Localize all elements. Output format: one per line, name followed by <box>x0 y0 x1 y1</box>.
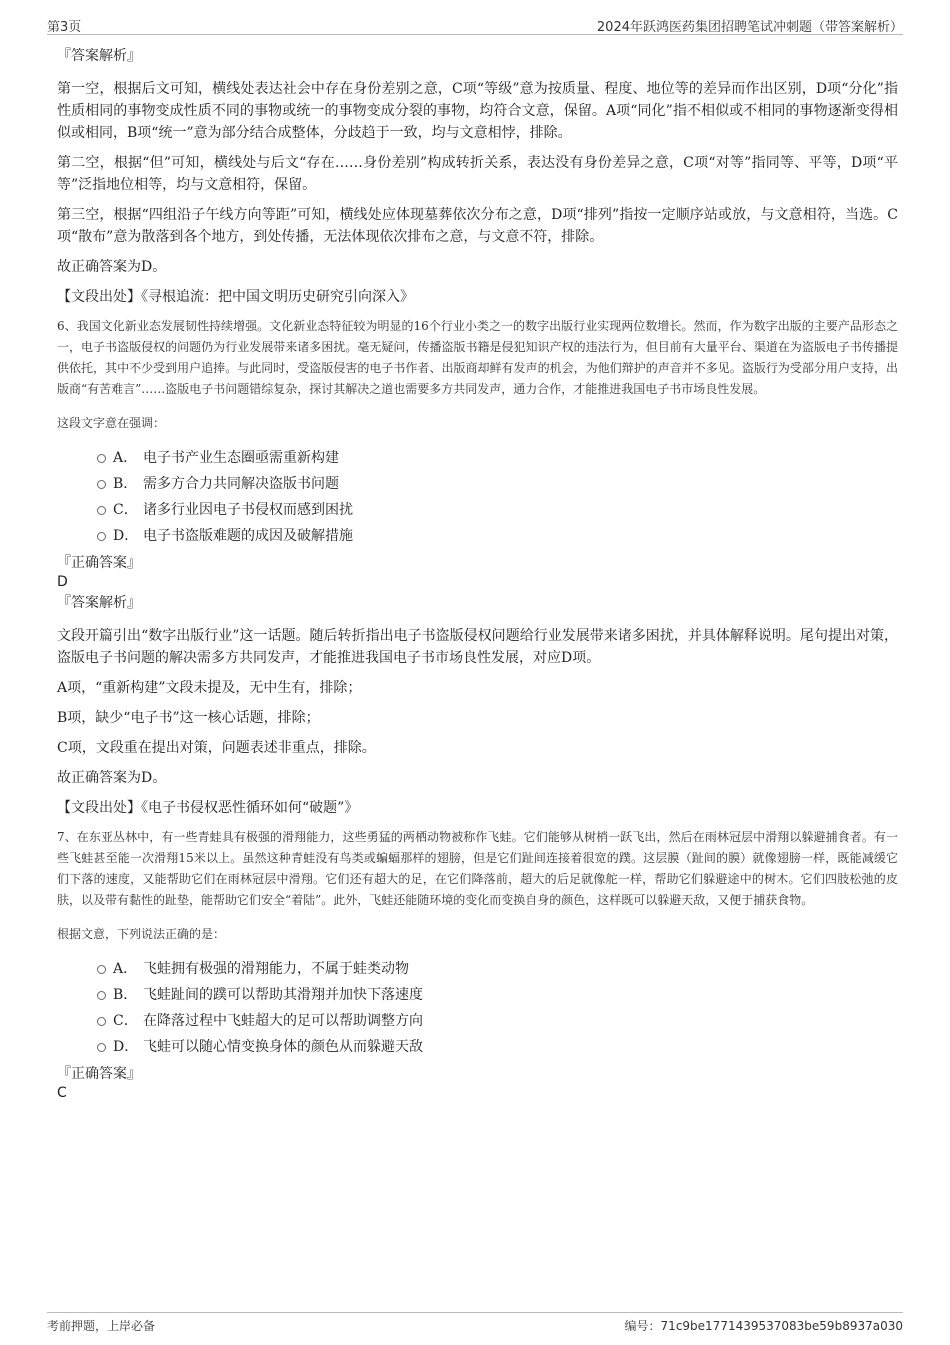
radio-icon[interactable] <box>97 965 106 974</box>
option-letter: D． <box>113 1039 139 1055</box>
option-text: 需多方合力共同解决盗版书问题 <box>143 476 339 492</box>
q7-option-c[interactable] <box>57 1008 898 1034</box>
q5-analysis-para-2: 第二空，根据“但”可知，横线处与后文“存在……身份差别”构成转折关系，表达没有身份差异之意，C项“对等”指同等、平等，D项“平等”泛指地位相等，均与文意相符，保留。 <box>57 155 898 193</box>
q6-option-a[interactable] <box>57 445 898 471</box>
q7-option-a[interactable] <box>57 956 898 982</box>
q6-analysis-para-3: B项，缺少“电子书”这一核心话题，排除； <box>57 710 320 726</box>
q7-option-d[interactable] <box>57 1034 898 1060</box>
q5-analysis-label: 『答案解析』 <box>57 48 141 64</box>
q6-question: 这段文字意在强调： <box>57 416 166 430</box>
q6-option-b[interactable] <box>57 471 898 497</box>
option-letter: A． <box>113 961 138 977</box>
page-header <box>47 14 903 35</box>
q6-answer: D <box>57 574 68 590</box>
q7-options <box>57 956 898 1060</box>
q6-option-c[interactable] <box>57 497 898 523</box>
q6-analysis-para-2: A项，“重新构建”文段未提及，无中生有，排除； <box>57 680 362 696</box>
q6-conclusion: 故正确答案为D。 <box>57 770 167 786</box>
q7-stem: 7、在东亚丛林中，有一些青蛙具有极强的滑翔能力，这些勇猛的两栖动物被称作飞蛙。它们能够从树梢一跃飞出，然后在雨林冠层中滑翔以躲避捕食者。有一些飞蛙甚至能一次滑翔15米以上。虽然这种青蛙没有鸟类或蝙蝠那样的翅膀，但是它们趾间连接着很宽的蹼。这层膜（趾间的膜）就像翅膀一样，既能减缓它们下落的速度，又能帮助它们在雨林冠层中滑翔。它们还有超大的足，在它们降落前，超大的后足就像舵一样，帮助它们躲避途中的树木。它们四肢松弛的皮肤，以及带有黏性的趾垫，能帮助它们安全“着陆”。此外，飞蛙还能随环境的变化而变换自身的颜色，这样既可以躲避天敌，又便于捕获食物。 <box>57 830 898 907</box>
q5-analysis-para-1: 第一空，根据后文可知，横线处表达社会中存在身份差别之意，C项“等级”意为按质量、程度、地位等的差异而作出区别，D项“分化”指性质相同的事物变成性质不同的事物或统一的事物变成分裂的事物，均符合文意，保留。A项“同化”指不相似或不相同的事物逐渐变得相似或相同，B项“统一”意为部分结合成整体，分歧趋于一致，均与文意相悖，排除。 <box>57 81 898 141</box>
q7-answer: C <box>57 1085 67 1101</box>
option-letter: C． <box>113 502 138 518</box>
radio-icon[interactable] <box>97 506 106 515</box>
option-letter: A． <box>113 450 138 466</box>
document-title: 2024年跃鸿医药集团招聘笔试冲刺题（带答案解析） <box>596 20 903 35</box>
q6-analysis-para-4: C项，文段重在提出对策，问题表述非重点，排除。 <box>57 740 376 756</box>
q5-analysis-para-3: 第三空，根据“四组沿子午线方向等距”可知，横线处应体现墓葬依次分布之意，D项“排列”指按一定顺序站或放，与文意相符，当选。C项“散布”意为散落到各个地方，到处传播，无法体现依次排布之意，与文意不符，排除。 <box>57 207 898 245</box>
q6-answer-label: 『正确答案』 <box>57 555 141 571</box>
page-content <box>57 46 898 1102</box>
radio-icon[interactable] <box>97 480 106 489</box>
radio-icon[interactable] <box>97 991 106 1000</box>
option-letter: C． <box>113 1013 138 1029</box>
option-text: 电子书盗版难题的成因及破解措施 <box>143 528 353 544</box>
document-id: 编号：71c9be1771439537083be59b8937a030 <box>624 1319 903 1333</box>
option-letter: B． <box>113 476 138 492</box>
q6-analysis-label: 『答案解析』 <box>57 595 141 611</box>
option-text: 飞蛙拥有极强的滑翔能力，不属于蛙类动物 <box>143 961 409 977</box>
page-number: 第3页 <box>47 20 82 35</box>
option-text: 飞蛙趾间的蹼可以帮助其滑翔并加快下落速度 <box>143 987 423 1003</box>
page-footer <box>47 1312 903 1333</box>
footer-slogan: 考前押题，上岸必备 <box>47 1319 156 1333</box>
q6-option-d[interactable] <box>57 523 898 549</box>
radio-icon[interactable] <box>97 1017 106 1026</box>
option-letter: B． <box>113 987 138 1003</box>
q6-source: 【文段出处】《电子书侵权恶性循环如何“破题”》 <box>57 800 359 816</box>
radio-icon[interactable] <box>97 532 106 541</box>
q7-option-b[interactable] <box>57 982 898 1008</box>
option-letter: D． <box>113 528 139 544</box>
q6-options <box>57 445 898 549</box>
q6-stem: 6、我国文化新业态发展韧性持续增强。文化新业态特征较为明显的16个行业小类之一的数字出版行业实现两位数增长。然而，作为数字出版的主要产品形态之一，电子书盗版侵权的问题仍为行业发展带来诸多困扰。毫无疑问，传播盗版书籍是侵犯知识产权的违法行为，但目前有大量平台、渠道在为盗版电子书传播提供依托，其中不少受到用户追捧。与此同时，受盗版侵害的电子书作者、出版商却鲜有发声的机会，为他们辩护的声音并不多见。盗版行为受部分用户支持，出版商“有苦难言”……盗版电子书问题错综复杂，探讨其解决之道也需要多方共同发声，通力合作，才能推进我国电子书市场良性发展。 <box>57 319 898 396</box>
option-text: 诸多行业因电子书侵权而感到困扰 <box>143 502 353 518</box>
radio-icon[interactable] <box>97 1043 106 1052</box>
q6-analysis-para-1: 文段开篇引出“数字出版行业”这一话题。随后转折指出电子书盗版侵权问题给行业发展带来诸多困扰，并具体解释说明。尾句提出对策，盗版电子书问题的解决需多方共同发声，才能推进我国电子书市场良性发展，对应D项。 <box>57 628 898 666</box>
option-text: 飞蛙可以随心情变换身体的颜色从而躲避天敌 <box>143 1039 423 1055</box>
radio-icon[interactable] <box>97 454 106 463</box>
q5-conclusion: 故正确答案为D。 <box>57 259 167 275</box>
q7-question: 根据文意，下列说法正确的是： <box>57 927 226 941</box>
option-text: 在降落过程中飞蛙超大的足可以帮助调整方向 <box>143 1013 423 1029</box>
option-text: 电子书产业生态圈亟需重新构建 <box>143 450 339 466</box>
q5-source: 【文段出处】《寻根追流：把中国文明历史研究引向深入》 <box>57 289 414 305</box>
q7-answer-label: 『正确答案』 <box>57 1066 141 1082</box>
